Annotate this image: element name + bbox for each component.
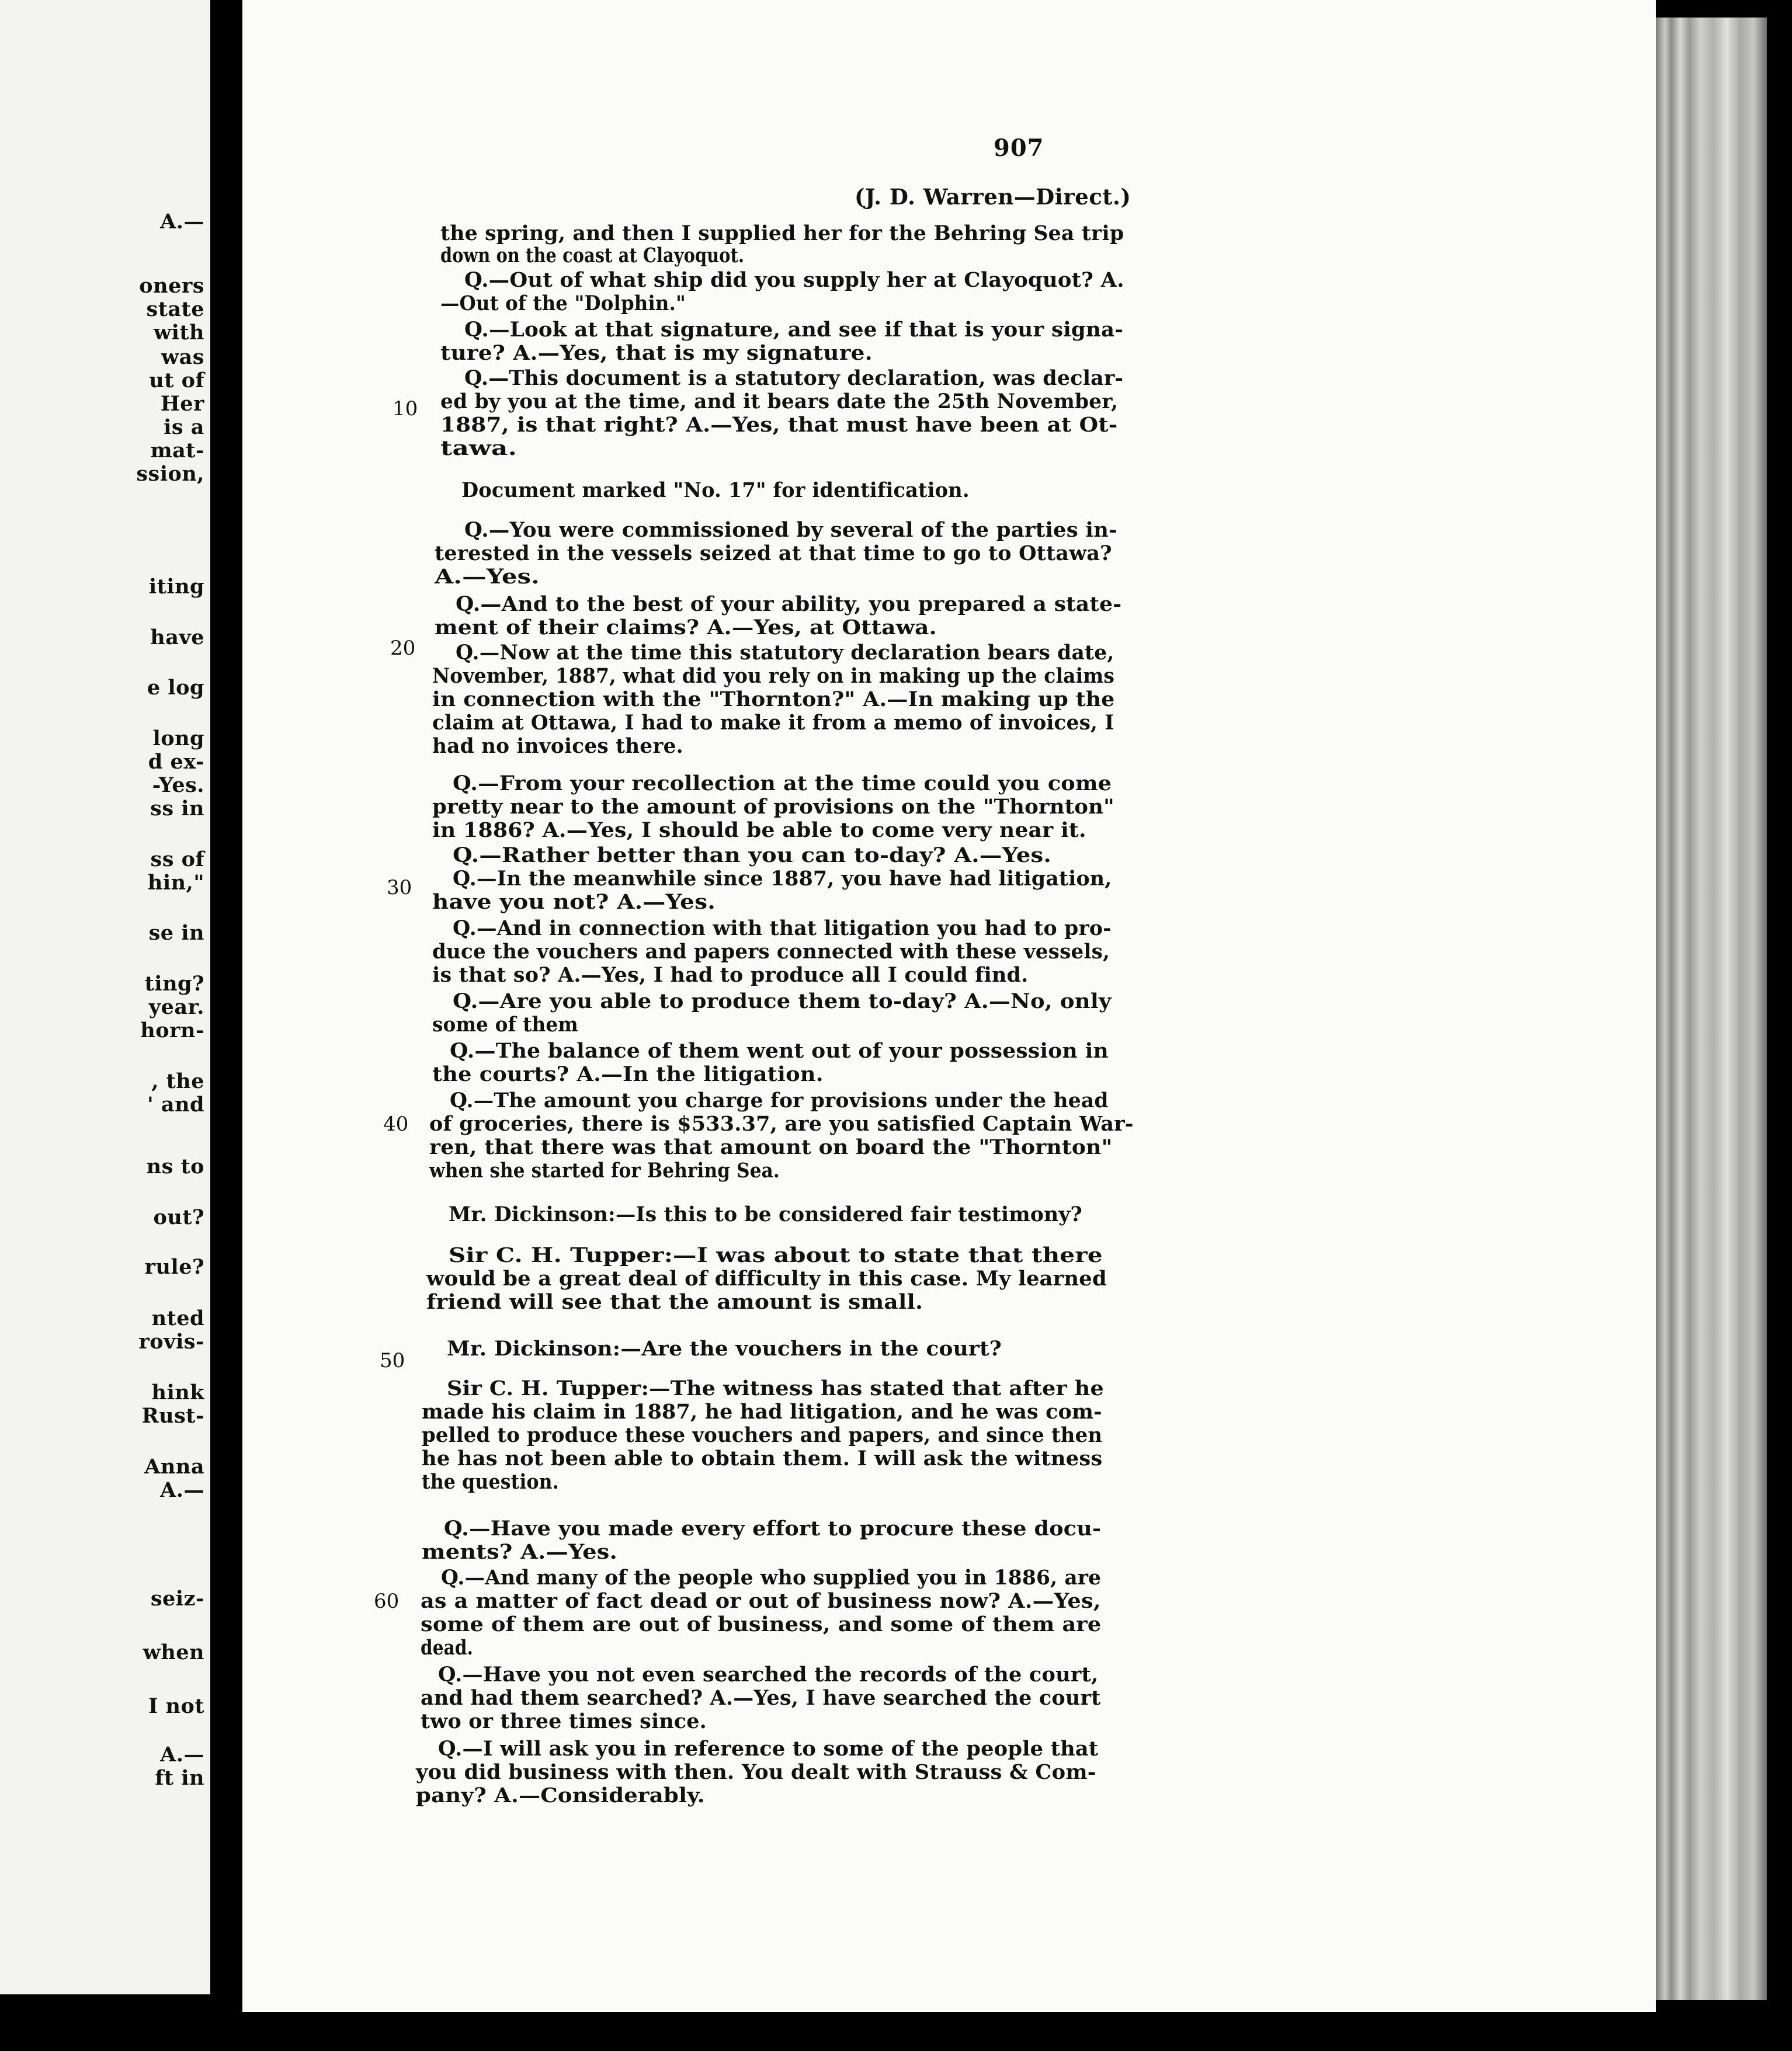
text-line: Sir C. H. Tupper:—The witness has stated that after he	[447, 1376, 1104, 1400]
text-line: ren, that there was that amount on board the "Thornton"	[429, 1135, 1113, 1159]
text-line: some of them are out of business, and some of them are	[421, 1612, 1102, 1636]
text-line: in 1886? A.—Yes, I should be able to come very near it.	[432, 818, 1086, 842]
text-line: ments? A.—Yes.	[422, 1540, 618, 1564]
running-header: (J. D. Warren—Direct.)	[855, 184, 1131, 210]
text-line: Q.—The balance of them went out of your possession in	[450, 1039, 1109, 1063]
left-page-fragment: have	[150, 625, 204, 649]
left-page-fragment: ' and	[147, 1093, 204, 1117]
left-page-fragment: out?	[153, 1205, 204, 1229]
left-page-fragment: Her	[160, 392, 204, 416]
text-line: ment of their claims? A.—Yes, at Ottawa.	[435, 616, 937, 639]
line-number: 20	[390, 637, 416, 660]
text-line: Q.—Rather better than you can to-day? A.—Yes.	[453, 843, 1051, 867]
text-line: claim at Ottawa, I had to make it from a memo of invoices, I	[432, 711, 1114, 735]
left-page-fragment: nted	[151, 1306, 204, 1330]
left-page-fragment: when	[143, 1640, 204, 1664]
text-line: Q.—You were commissioned by several of the parties in-	[464, 518, 1117, 542]
text-line: Q.—Look at that signature, and see if that is your signa-	[464, 318, 1124, 342]
left-page-fragment: A.—	[160, 1478, 204, 1502]
text-line: Mr. Dickinson:—Is this to be considered fair testimony?	[449, 1202, 1082, 1226]
text-line: made his claim in 1887, he had litigation, and he was com-	[422, 1400, 1102, 1424]
left-page-fragment: iting	[148, 575, 204, 599]
left-page-fragment: ting?	[144, 972, 204, 996]
left-page-fragment: long	[152, 726, 204, 750]
left-page-fragment: state	[146, 297, 204, 321]
left-page-fragment: ssion,	[136, 462, 204, 486]
text-line: Q.—I will ask you in reference to some of the people that	[438, 1737, 1099, 1761]
text-line: dead.	[421, 1636, 474, 1660]
left-page-fragment: d ex-	[148, 750, 204, 774]
text-line: Q.—Have you not even searched the records of the court,	[438, 1663, 1099, 1687]
left-page-fragment: A.—	[160, 1743, 204, 1767]
line-number: 10	[393, 397, 418, 420]
text-line: and had them searched? A.—Yes, I have searched the court	[421, 1686, 1101, 1710]
text-line: Q.—Now at the time this statutory declaration bears date,	[456, 641, 1114, 665]
text-line: Q.—The amount you charge for provisions under the head	[450, 1089, 1109, 1113]
left-page-fragment: Anna	[144, 1455, 204, 1479]
text-line: Q.—And many of the people who supplied you in 1886, are	[441, 1566, 1102, 1590]
text-line: the spring, and then I supplied her for the Behring Sea trip	[440, 221, 1124, 245]
text-line: the courts? A.—In the litigation.	[432, 1062, 824, 1086]
text-line: —Out of the "Dolphin."	[440, 291, 686, 315]
text-line: Q.—In the meanwhile since 1887, you have had litigation,	[453, 867, 1112, 891]
text-line: is that so? A.—Yes, I had to produce all I could find.	[432, 963, 1029, 987]
line-number: 30	[387, 876, 412, 899]
text-line: in connection with the "Thornton?" A.—In making up the	[432, 687, 1115, 711]
left-page-fragment: se in	[148, 921, 204, 945]
left-page-fragment: ss in	[150, 797, 204, 821]
left-page-fragment: ft in	[155, 1766, 204, 1790]
text-line: of groceries, there is $533.37, are you satisfied Captain War-	[429, 1112, 1134, 1136]
left-page-fragment: was	[161, 345, 204, 369]
left-page-fragment: rovis-	[138, 1330, 204, 1354]
left-page-fragment: seiz-	[150, 1587, 204, 1611]
text-line: down on the coast at Clayoquot.	[440, 244, 745, 267]
line-number: 60	[374, 1590, 400, 1613]
text-line: pelled to produce these vouchers and papers, and since then	[422, 1423, 1103, 1447]
left-page-fragment: rule?	[144, 1255, 204, 1279]
left-page-fragment: hin,"	[147, 871, 204, 895]
text-line: Document marked "No. 17" for identification.	[461, 478, 970, 502]
text-line: ture? A.—Yes, that is my signature.	[440, 341, 873, 365]
left-page-fragment: ut of	[149, 369, 204, 392]
left-page-fragment: horn-	[140, 1018, 204, 1042]
left-page-fragment: with	[153, 321, 204, 345]
text-line: 1887, is that right? A.—Yes, that must have been at Ot-	[440, 413, 1118, 437]
left-page-fragment: ns to	[146, 1155, 204, 1179]
left-page-fragment: mat-	[150, 439, 204, 463]
left-page-fragment: , the	[151, 1069, 204, 1093]
left-page-fragment: I not	[148, 1694, 204, 1718]
text-line: tawa.	[440, 436, 518, 460]
left-page-fragment: ss of	[150, 847, 204, 871]
text-line: pany? A.—Considerably.	[416, 1784, 705, 1807]
text-line: had no invoices there.	[432, 734, 683, 758]
left-page-fragment: -Yes.	[152, 773, 204, 797]
text-line: ed by you at the time, and it bears date the 25th November,	[440, 390, 1119, 413]
text-line: Q.—Are you able to produce them to-day? A.—No, only	[453, 989, 1112, 1013]
left-page-fragment: e log	[147, 676, 204, 700]
line-number: 40	[383, 1113, 409, 1136]
page-number: 907	[994, 134, 1044, 162]
left-page-fragment: year.	[148, 995, 204, 1019]
text-line: two or three times since.	[421, 1709, 707, 1733]
text-line: Q.—Out of what ship did you supply her at Clayoquot? A.	[464, 268, 1124, 292]
text-line: duce the vouchers and papers connected with these vessels,	[432, 940, 1110, 964]
text-line: as a matter of fact dead or out of business now? A.—Yes,	[421, 1589, 1101, 1613]
text-line: Q.—And to the best of your ability, you prepared a state-	[456, 592, 1122, 616]
text-line: friend will see that the amount is small.	[426, 1290, 923, 1314]
left-page-fragment: Rust-	[141, 1404, 204, 1428]
left-page-fragment: is a	[164, 415, 204, 439]
text-line: when she started for Behring Sea.	[429, 1159, 780, 1183]
text-line: A.—Yes.	[435, 565, 540, 589]
text-line: terested in the vessels seized at that time to go to Ottawa?	[435, 541, 1112, 565]
text-line: he has not been able to obtain them. I will ask the witness	[422, 1447, 1103, 1471]
page-edges	[1656, 18, 1767, 2000]
text-line: have you not? A.—Yes.	[432, 890, 716, 914]
text-line: some of them	[432, 1013, 578, 1037]
text-line: Q.—From your recollection at the time could you come	[453, 771, 1112, 795]
line-number: 50	[380, 1349, 405, 1372]
left-page-fragment: oners	[139, 274, 204, 298]
text-line: Mr. Dickinson:—Are the vouchers in the court?	[447, 1337, 1002, 1361]
text-line: pretty near to the amount of provisions on the "Thornton"	[432, 795, 1114, 819]
text-line: Sir C. H. Tupper:—I was about to state that there	[449, 1243, 1103, 1267]
text-line: you did business with then. You dealt with Strauss & Com-	[416, 1760, 1096, 1784]
text-line: November, 1887, what did you rely on in making up the claims	[432, 664, 1115, 688]
text-line: the question.	[422, 1470, 559, 1494]
left-page-fragment: hink	[151, 1381, 204, 1405]
text-line: Q.—And in connection with that litigation you had to pro-	[453, 916, 1112, 940]
text-line: Q.—This document is a statutory declaration, was declar-	[464, 366, 1124, 390]
text-line: would be a great deal of difficulty in this case. My learned	[426, 1267, 1107, 1291]
text-line: Q.—Have you made every effort to procure these docu-	[444, 1517, 1102, 1541]
left-page-fragment: A.—	[160, 210, 204, 234]
